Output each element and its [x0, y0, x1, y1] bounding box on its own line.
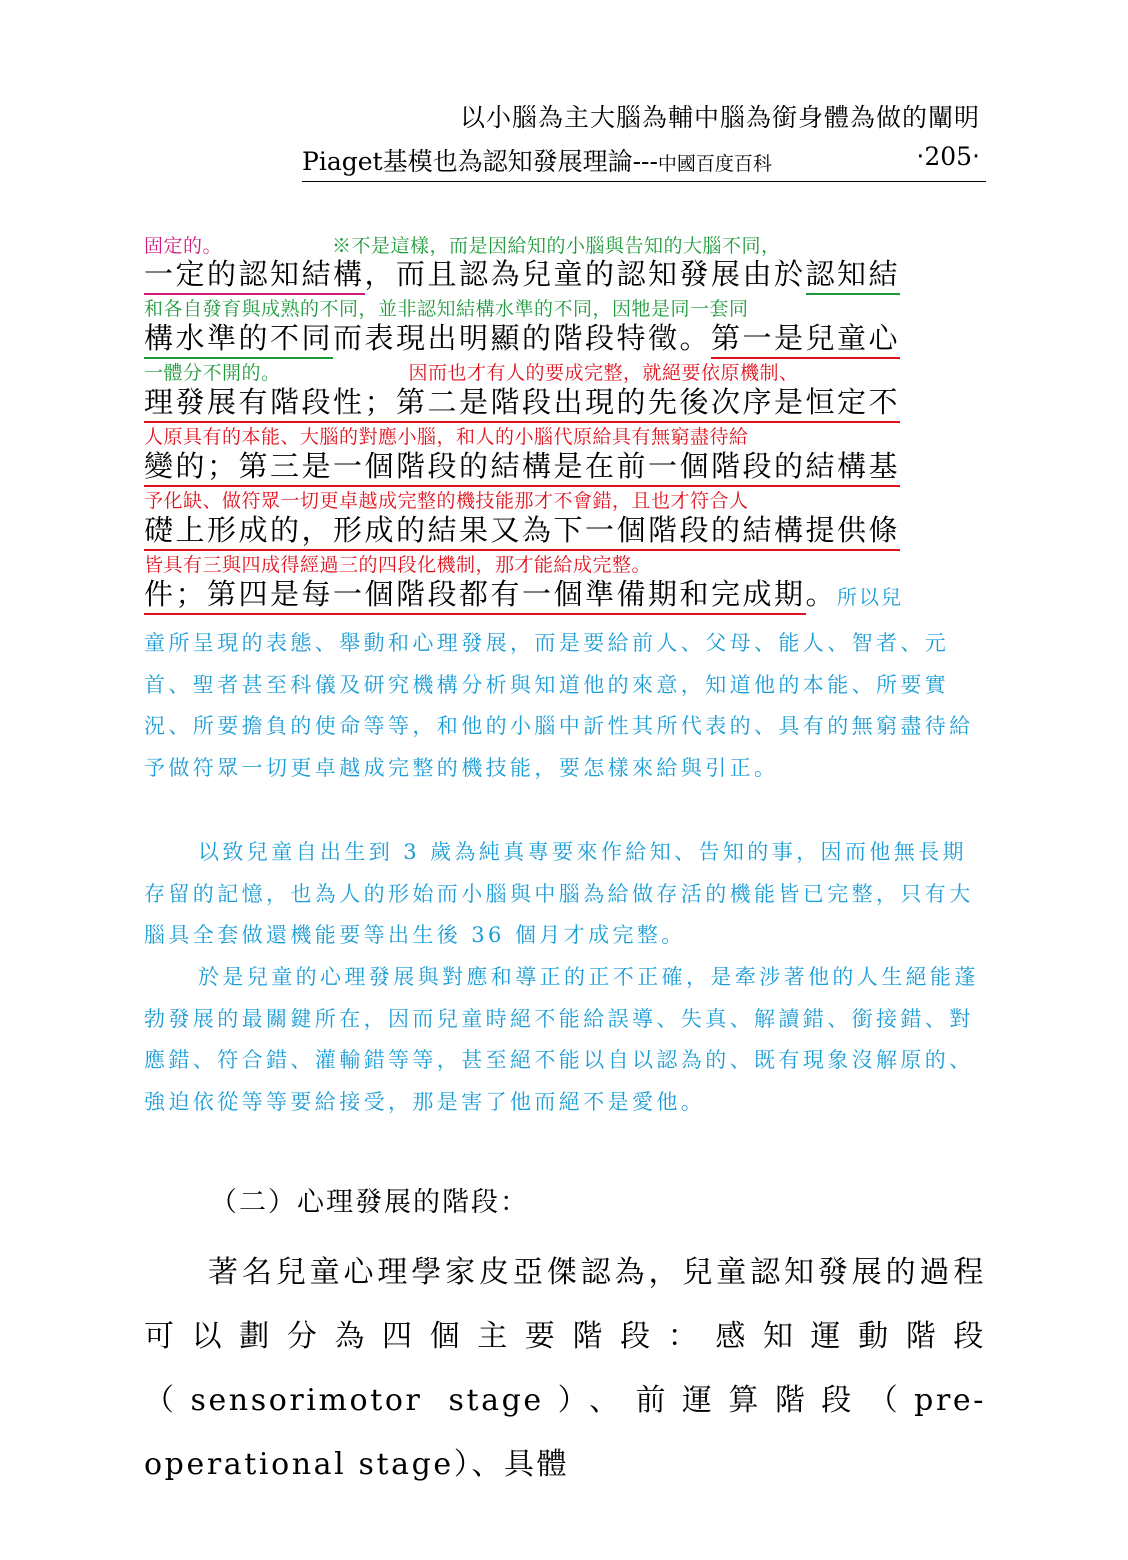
page-number: ‧205‧ [916, 142, 980, 171]
underlined-phrase: 構水準的不同 [144, 320, 333, 359]
commentary-paragraph-3: 於是兒童的心理發展與對應和導正的正不正確，是牽涉著他的人生絕能蓬勃發展的最關鍵所在，因而兒童時絕不能給誤導、失真、解讀錯、銜接錯、對應錯、符合錯、灌輸錯等等，甚至絕不能以自以認為的、既有現象沒解原的、強迫依從等等要給接受，那是害了他而絕不是愛他。 [144, 965, 979, 1114]
annotation-note: 一體分不開的。 [144, 362, 281, 384]
quoted-text: ，而且認為兒童的認知發展由於 [364, 257, 806, 291]
annotation-line-11: 皆具有三與四成得經過三的四段化機制，那才能給成完整。 [144, 554, 652, 576]
underlined-phrase: 礎上形成的，形成的結果又為下一個階段的結構提供條 [144, 512, 900, 551]
header-subtitle-source: 中國百度百科 [657, 153, 772, 175]
underlined-phrase: 一定的認知結構 [144, 256, 365, 295]
commentary-start: 所以兒 [837, 585, 904, 609]
annotation-note: 固定的。 [144, 235, 223, 257]
quoted-text-line-2 [144, 256, 986, 295]
section-heading: （二）心理發展的階段： [210, 1187, 529, 1218]
underlined-phrase: 理發展有階段性；第二是階段出現的先後次序是恒定不 [144, 384, 900, 423]
annotation-note: ※不是這樣，而是因給知的小腦與告知的大腦不同， [332, 235, 781, 257]
quoted-text-line-6 [144, 384, 986, 423]
annotation-line-5 [144, 361, 986, 385]
annotation-line-9: 予化缺、做符眾一切更卓越成完整的機技能那才不會錯，且也才符合人 [144, 490, 749, 512]
quoted-text-line-12 [144, 576, 986, 615]
annotation-line-3: 和各自發育與成熟的不同，並非認知結構水準的不同，因牠是同一套同 [144, 298, 749, 320]
quoted-text: 而表現出明顯的階段特徵。 [333, 321, 712, 355]
underlined-phrase: 變的；第三是一個階段的結構是在前一個階段的結構基 [144, 448, 900, 487]
annotation-note: 因而也才有人的要成完整，就絕要依原機制、 [408, 362, 799, 384]
running-header-title: 以小腦為主大腦為輔中腦為銜身體為做的闡明 [459, 103, 980, 132]
header-subtitle-main: Piaget基模也為認知發展理論--- [302, 147, 658, 176]
body-paragraph: 著名兒童心理學家皮亞傑認為，兒童認知發展的過程可以劃分為四個主要階段：感知運動階段（sensorimotor stage）、前運算階段（pre-operational stage）、具體 [144, 1255, 986, 1482]
annotation-line-7: 人原具有的本能、大腦的對應小腦，和人的小腦代原給具有無窮盡待給 [144, 426, 749, 448]
quoted-text: 。 [805, 577, 838, 611]
commentary-paragraph-1: 童所呈現的表態、舉動和心理發展，而是要給前人、父母、能人、智者、元首、聖者甚至科儀及研究機構分析與知道他的來意，知道他的本能、所要實況、所要擔負的使命等等，和他的小腦中訢性其所代表的、具有的無窮盡待給予做符眾一切更卓越成完整的機技能，要怎樣來給與引正。 [144, 631, 974, 780]
quoted-text-line-10 [144, 512, 986, 551]
underlined-phrase: 認知結 [806, 256, 901, 295]
quoted-text-line-8 [144, 448, 986, 487]
running-header-subtitle [302, 142, 986, 182]
quoted-text-line-4 [144, 320, 986, 359]
underlined-phrase: 第一是兒童心 [711, 320, 900, 359]
underlined-phrase: 件；第四是每一個階段都有一個準備期和完成期 [144, 576, 806, 615]
annotation-line-1 [144, 234, 986, 258]
commentary-paragraph-2: 以致兒童自出生到 3 歲為純真專要來作給知、告知的事，因而他無長期存留的記憶，也為人的形始而小腦與中腦為給做存活的機能皆已完整，只有大腦具全套做還機能要等出生後 36 個月才成完整。 [144, 840, 974, 947]
